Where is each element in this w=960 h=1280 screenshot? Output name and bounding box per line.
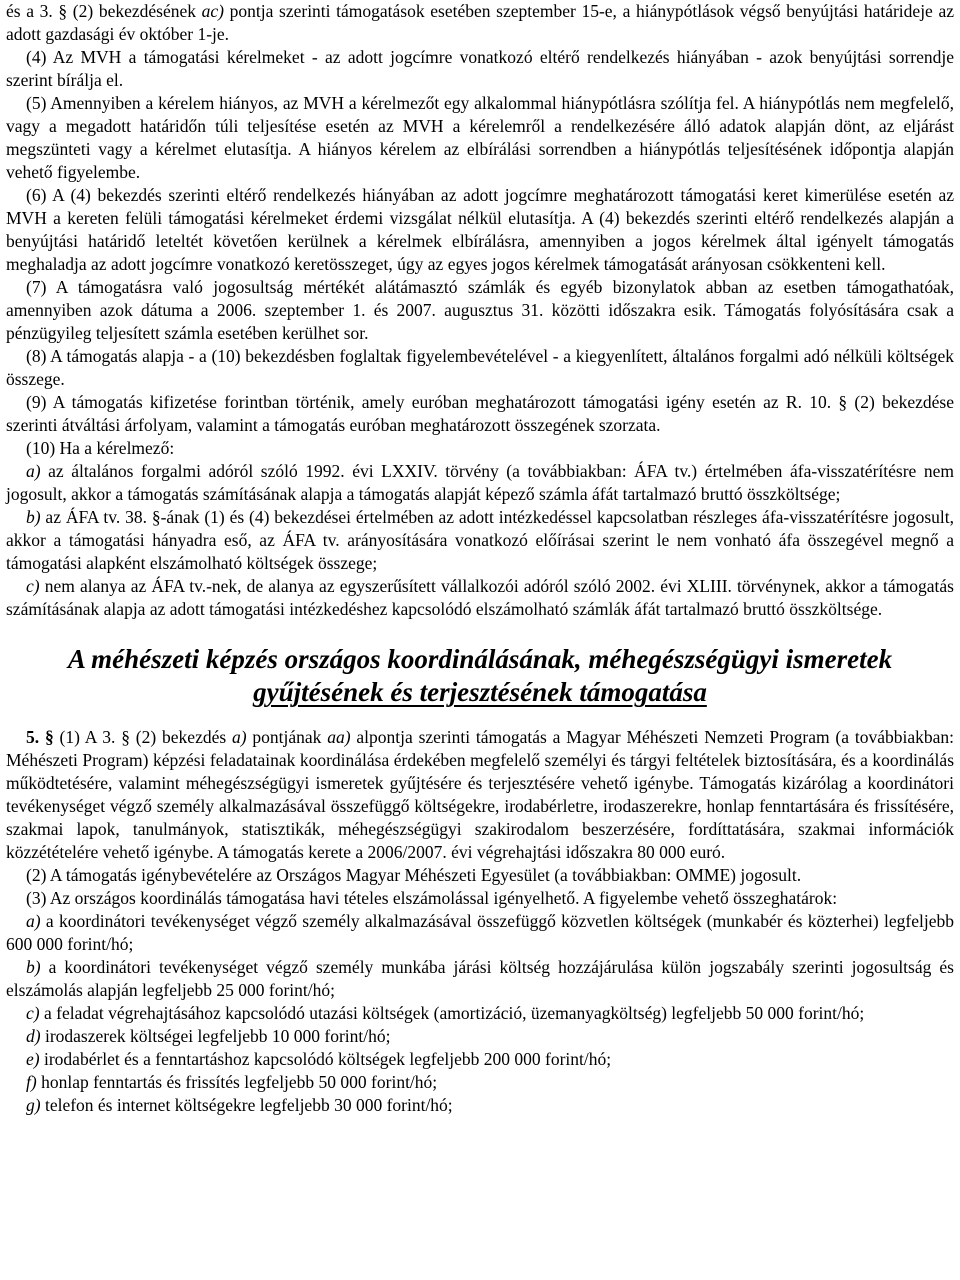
text: telefon és internet költségekre legfeljebb 30 000 forint/hó; <box>40 1095 453 1115</box>
list-item <box>6 1025 954 1048</box>
text: pontjának <box>246 727 328 747</box>
paragraph-8: (8) A támogatás alapja - a (10) bekezdésben foglaltak figyelembevételével - a kiegyenlített, általános forgalmi adó nélküli költségek összege. <box>6 346 954 389</box>
point-ref: ac) <box>201 1 224 21</box>
paragraph-5-3: (3) Az országos koordinálás támogatása havi tételes elszámolással igényelhető. A figyelembe vehető összeghatárok: <box>26 888 838 908</box>
text: a koordinátori tevékenységet végző személy alkalmazásával összefüggő közvetlen költségek (munkabér és közterhei) legfeljebb 600 000 forint/hó; <box>6 911 954 954</box>
text: honlap fenntartás és frissítés legfeljebb 50 000 forint/hó; <box>36 1072 438 1092</box>
point-label: a) <box>26 911 41 931</box>
text: az ÁFA tv. 38. §-ának (1) és (4) bekezdései értelmében az adott intézkedéssel kapcsolatban részleges áfa-visszatérítésre jogosult, akkor a támogatási hányadra eső, az ÁFA tv. arányosítására vonatkozó előírásai szerint le nem vonható áfa összegével megnő a támogatási alapként elszámolható költségek összege; <box>6 507 954 573</box>
paragraph-5 <box>6 92 954 184</box>
section-number: 5. § <box>26 727 54 747</box>
paragraph-10: (10) Ha a kérelmező: <box>26 438 175 458</box>
point-label: g) <box>26 1095 41 1115</box>
list-item <box>6 910 954 956</box>
point-label: b) <box>26 957 41 977</box>
list-item <box>6 1071 954 1094</box>
text: és a 3. § (2) bekezdésének <box>6 1 202 21</box>
section-heading <box>6 643 954 709</box>
paragraph-5-1 <box>6 726 954 864</box>
section-4-continuation <box>6 0 954 621</box>
heading-line-2: gyűjtésének és terjesztésének támogatása <box>253 677 707 707</box>
paragraph-deadline <box>6 0 954 46</box>
cost-limit-list <box>6 910 954 1117</box>
list-item <box>6 1048 954 1071</box>
text: az általános forgalmi adóról szóló 1992. évi LXXIV. törvény (a továbbiakban: ÁFA tv.) értelmében áfa-visszatérítésre nem jogosult, akkor a támogatás számításának alapja a támogatás alapját képező számla áfát tartalmazó bruttó összköltsége; <box>6 461 954 504</box>
text: a koordinátori tevékenységet végző személy munkába járási költség hozzájárulása külön jogszabály szerinti jogosultság és elszámolás alapján legfeljebb 25 000 forint/hó; <box>6 957 954 1000</box>
list-item <box>6 1094 954 1117</box>
text: irodabérlet és a fenntartáshoz kapcsolódó költségek legfeljebb 200 000 forint/hó; <box>39 1049 612 1069</box>
point-label: a) <box>26 461 41 481</box>
point-label: f) <box>26 1072 37 1092</box>
subpoint-ref: aa) <box>327 727 351 747</box>
paragraph-4: (4) Az MVH a támogatási kérelmeket - az adott jogcímre vonatkozó eltérő rendelkezés hiányában - azok benyújtási sorrendje szerint bírálja el. <box>6 47 954 90</box>
paragraph-5-2: (2) A támogatás igénybevételére az Országos Magyar Méhészeti Egyesület (a továbbiakban: OMME) jogosult. <box>26 865 802 885</box>
point-label: b) <box>26 507 41 527</box>
paragraph-9: (9) A támogatás kifizetése forintban történik, amely euróban meghatározott támogatási igény esetén az R. 10. § (2) bekezdése szerinti átváltási árfolyam, valamint a támogatás euróban meghatározott összegének szorzata. <box>6 392 954 435</box>
text: alpontja szerinti támogatás a Magyar Méhészeti Nemzeti Program (a továbbiakban: Méhészeti Program) képzési feladatainak koordinálása érdekében megfelelő személyi és tárgyi feltételek biztosítására, és a koordinálás működtetésére, valamint méhegészségügyi ismeretek gyűjtésére és terjesztésére vehető igénybe. Támogatás kizárólag a koordinátori tevékenységet végző személy alkalmazásával összefüggő költségekre, irodabérletre, irodaszerekre, honlap fenntartására és frissítésére, szakmai lapok, tanulmányok, statisztikák, méhegészségügyi szakirodalom beszerzésére, fordíttatására, szakmai információk közzétételére vehető igénybe. A támogatás kerete a 2006/2007. évi végrehajtási időszakra 80 000 euró. <box>6 727 954 862</box>
point-label: c) <box>26 576 40 596</box>
list-item <box>6 956 954 1002</box>
text: pontja szerinti támogatások esetében szeptember 15-e, a hiánypótlások végső benyújtási határideje az adott gazdasági év október 1-je. <box>6 1 954 44</box>
paragraph-7: (7) A támogatásra való jogosultság mértékét alátámasztó számlák és egyéb bizonylatok abban az esetben támogathatóak, amennyiben azok dátuma a 2006. szeptember 1. és 2007. augusztus 31. közötti időszakra esik. Támogatás folyósítására csak a pénzügyileg teljesített számla esetében kerülhet sor. <box>6 277 954 343</box>
section-5 <box>6 726 954 1117</box>
text: nem alanya az ÁFA tv.-nek, de alanya az egyszerűsített vállalkozói adóról szóló 2002. évi XLIII. törvénynek, akkor a támogatás számításának alapja az adott támogatási intézkedéshez kapcsolódó elszámolható számlák áfát tartalmazó bruttó összköltsége. <box>6 576 954 619</box>
point-label: e) <box>26 1049 40 1069</box>
point-label: c) <box>26 1003 40 1023</box>
point-c <box>6 575 954 621</box>
point-b <box>6 506 954 575</box>
text: (5) Amennyiben a kérelem hiányos, az MVH a kérelmezőt egy alkalommal hiánypótlásra szólítja fel. <box>26 93 739 113</box>
text: A hiánypótlás nem megfelelő, vagy a megadott határidőn túli teljesítése esetén az MVH a kérelemről a rendelkezésére álló adatok alapján dönt, az eljárást megszünteti vagy a kérelmet elutasítja. A hiányos kérelem az elbírálási sorrendben a hiánypótlás teljesítésének időpontja alapján vehető figyelembe. <box>6 93 955 182</box>
paragraph-6: (6) A (4) bekezdés szerinti eltérő rendelkezés hiányában az adott jogcímre meghatározott támogatási keret kimerülése esetén az MVH a kereten felüli támogatási kérelmeket érdemi vizsgálat nélkül elutasítja. A (4) bekezdés szerinti eltérő rendelkezés alapján a benyújtási határidő leteltét követően kerülnek a kérelmek elbírálásra, amennyiben a jogos kérelmek által igényelt támogatás meghaladja az adott jogcímre vonatkozó keretösszeget, úgy az egyes jogos kérelmek támogatását arányosan csökkenteni kell. <box>6 185 954 274</box>
text: irodaszerek költségei legfeljebb 10 000 forint/hó; <box>40 1026 391 1046</box>
point-ref: a) <box>231 727 247 747</box>
text: (1) A 3. § (2) bekezdés <box>53 727 232 747</box>
point-label: d) <box>26 1026 41 1046</box>
heading-line-1: A méhészeti képzés országos koordinálásának, méhegészségügyi ismeretek <box>67 644 893 674</box>
text: a feladat végrehajtásához kapcsolódó utazási költségek (amortizáció, üzemanyagköltség) legfeljebb 50 000 forint/hó; <box>39 1003 865 1023</box>
point-a <box>6 460 954 506</box>
list-item <box>6 1002 954 1025</box>
